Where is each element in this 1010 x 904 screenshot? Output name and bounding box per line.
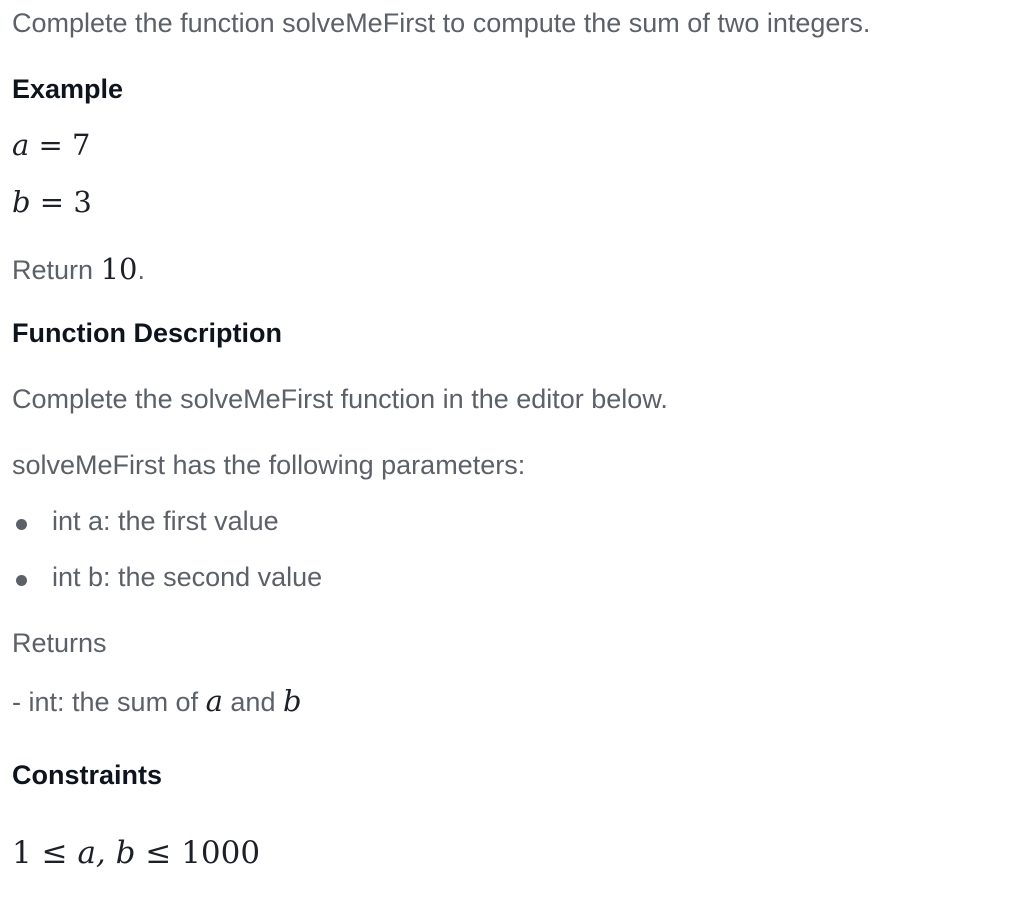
returns-heading: Returns <box>12 628 107 658</box>
var-b: b <box>12 185 31 219</box>
example-heading: Example <box>12 74 124 104</box>
param-item: int a: the first value <box>52 506 279 536</box>
example-return: Return 10. <box>12 252 145 286</box>
returns-var-a: a <box>205 684 223 718</box>
params-intro: solveMeFirst has the following parameters: <box>12 450 526 480</box>
example-b-equation: b = 3 <box>12 185 92 219</box>
return-value: 10 <box>100 252 138 286</box>
function-description-heading: Function Description <box>12 318 282 348</box>
return-word: Return <box>12 255 94 285</box>
returns-var-b: b <box>282 684 302 718</box>
returns-text: - int: the sum of a and b <box>12 684 302 718</box>
bullet-icon <box>16 519 27 530</box>
var-a: a <box>12 128 30 162</box>
function-description-text: Complete the solveMeFirst function in the editor below. <box>12 384 668 414</box>
example-a-equation: a = 7 <box>12 128 91 162</box>
constraints-formula: 1 ≤ a, b ≤ 1000 <box>12 835 261 871</box>
param-item: int b: the second value <box>52 562 323 592</box>
constraints-heading: Constraints <box>12 760 163 790</box>
value-a: 7 <box>72 128 91 162</box>
bullet-icon <box>16 575 27 586</box>
value-b: 3 <box>73 185 92 219</box>
intro-text: Complete the function solveMeFirst to compute the sum of two integers. <box>12 8 871 38</box>
